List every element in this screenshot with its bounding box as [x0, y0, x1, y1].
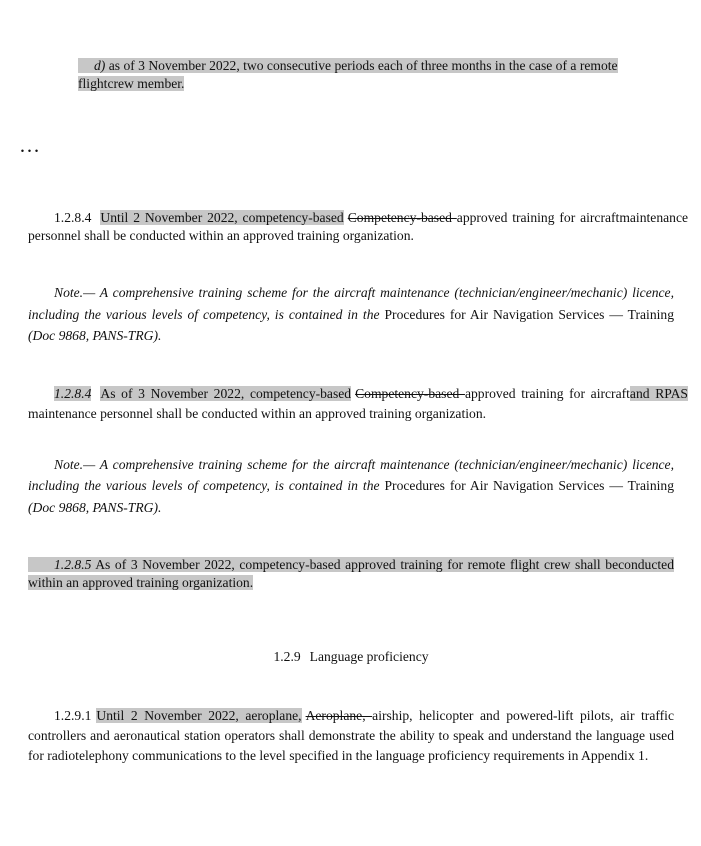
note-document-title: Procedures for Air Navigation Services — Training	[384, 306, 674, 322]
inserted-text: As of 3 November 2022, competency-based approved training for remote flight crew shall beconducted within an approved training organization.	[28, 557, 674, 590]
deleted-text: Competency-based	[347, 210, 457, 225]
note-italic-lead: Note.— A comprehensive training scheme for the aircraft maintenance (technician/engineer/mechanic) licence, including the various levels of competency, is contained in the	[28, 285, 674, 322]
para-number: 1.2.8.4	[54, 210, 92, 225]
para-1284-until	[28, 209, 688, 245]
list-item-text: as of 3 November 2022, two consecutive periods each of three months in the case of a remote flightcrew member.	[78, 58, 618, 91]
inserted-text-rpas: and RPAS	[629, 385, 688, 401]
list-item-d	[78, 57, 674, 93]
note-1	[28, 282, 674, 347]
para-text: airship, helicopter and powered-lift pilots, air traffic controllers and aeronautical station operators shall demonstrate the ability to speak and understand the language used for radiotelephony communications to the level specified in the language proficiency requirements in Appendix 1.	[28, 708, 674, 763]
ellipsis: …	[19, 133, 41, 157]
note-2	[28, 454, 674, 519]
para-text: approved training for aircraft	[464, 385, 630, 401]
inserted-text: Until 2 November 2022, aeroplane,	[96, 708, 302, 723]
para-text: approved training for aircraftmaintenance personnel shall be conducted within an approved training organization.	[28, 210, 689, 243]
heading-number: 1.2.9	[273, 649, 301, 664]
para-number: 1.2.9.1	[54, 708, 92, 723]
heading-129	[28, 648, 674, 665]
note-document-title: Procedures for Air Navigation Services — Training	[384, 478, 674, 493]
para-1284-asof	[28, 384, 688, 424]
list-item-marker: d)	[78, 58, 105, 73]
deleted-text: Aeroplane,	[305, 708, 373, 723]
note-italic-lead: Note.— A comprehensive training scheme for the aircraft maintenance (technician/engineer/mechanic) licence, including the various levels of competency, is contained in the	[28, 456, 674, 493]
para-number: 1.2.8.4	[54, 385, 92, 401]
inserted-text: Until 2 November 2022, competency-based	[100, 210, 344, 225]
inserted-text: As of 3 November 2022, competency-based	[100, 385, 352, 401]
para-number: 1.2.8.5	[28, 557, 91, 572]
note-doc-reference: (Doc 9868, PANS-TRG).	[28, 328, 162, 343]
para-text: maintenance personnel shall be conducted within an approved training organization.	[28, 405, 487, 421]
heading-title: Language proficiency	[309, 649, 429, 664]
deleted-text: Competency-based	[355, 385, 465, 401]
para-1291	[28, 706, 674, 766]
para-1285	[28, 556, 674, 592]
note-doc-reference: (Doc 9868, PANS-TRG).	[28, 499, 162, 515]
